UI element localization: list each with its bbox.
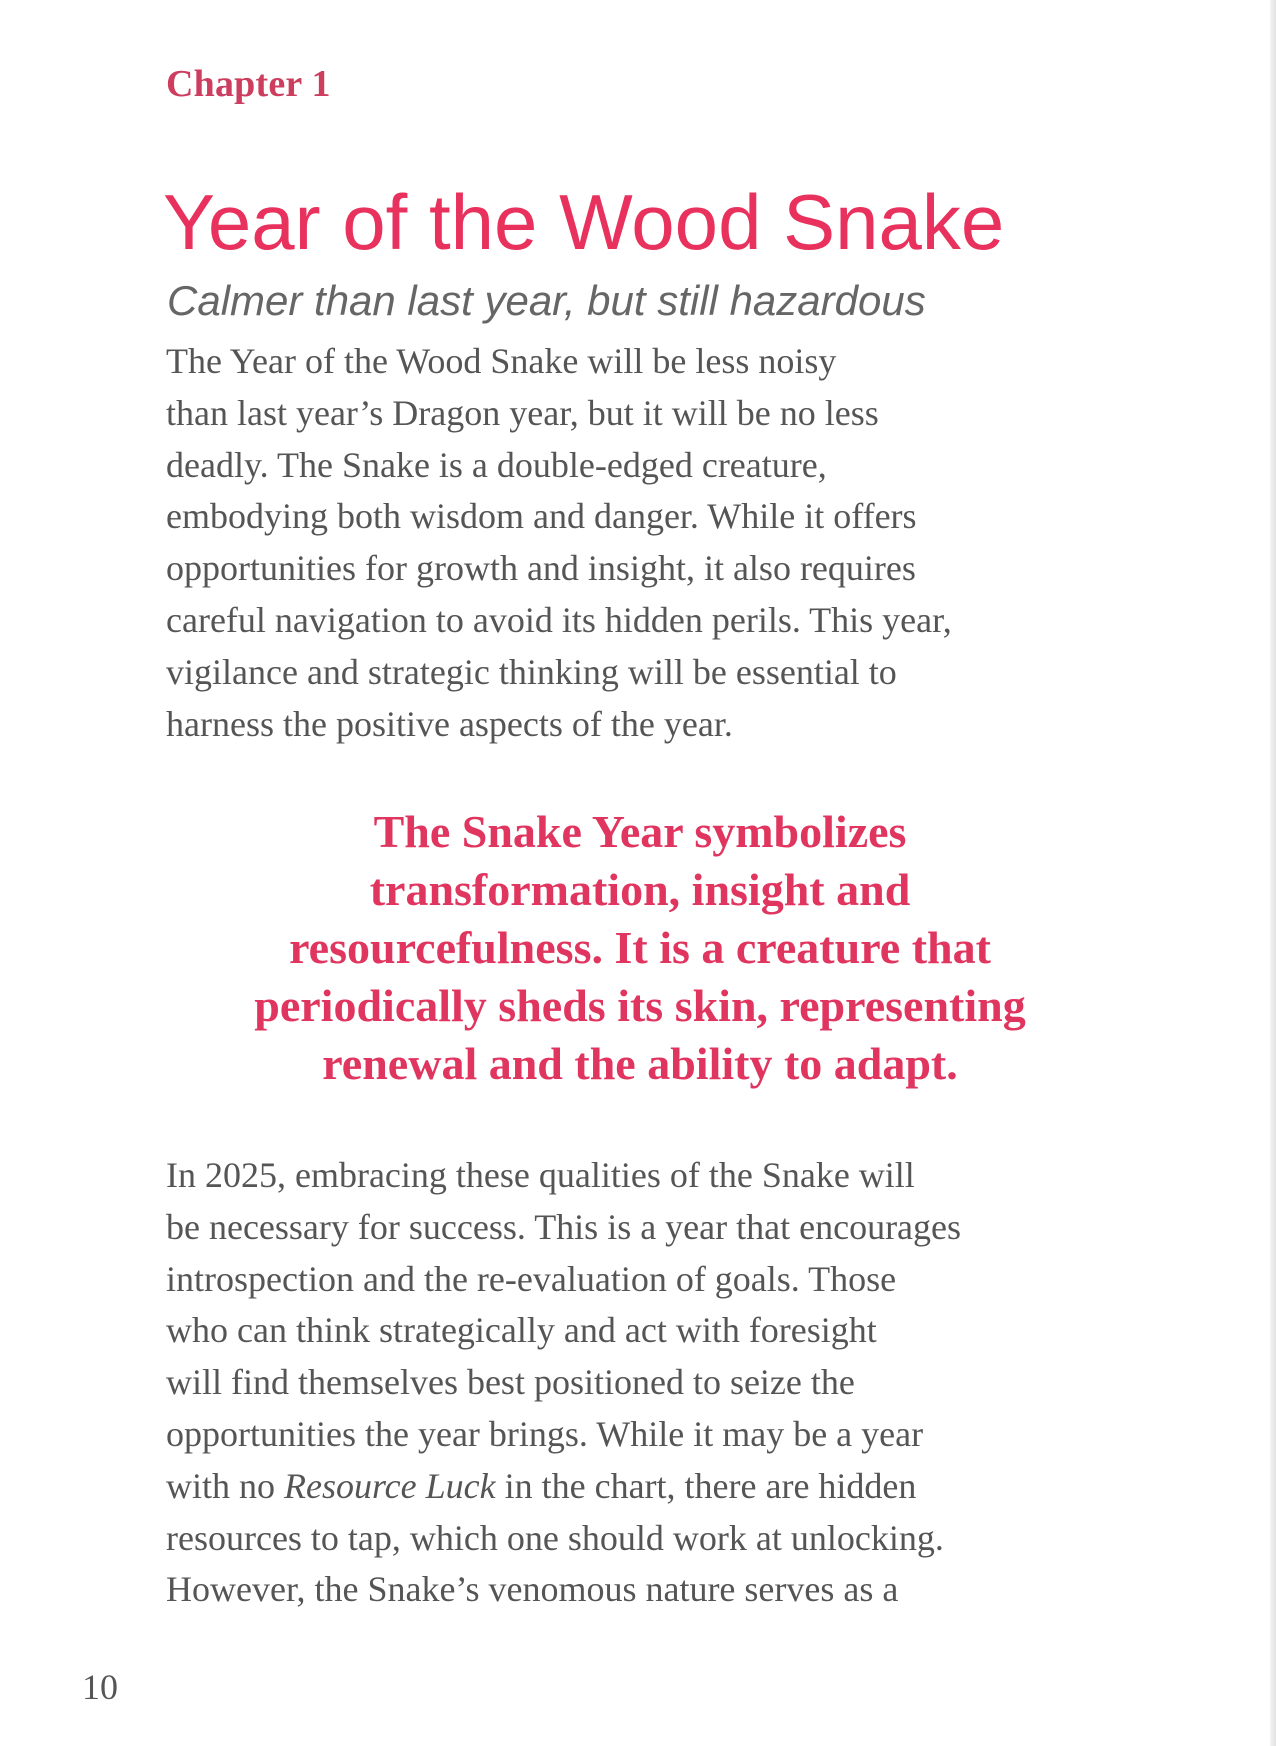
- page-edge: [1270, 0, 1276, 1746]
- pull-quote: [150, 803, 1130, 1093]
- pull-quote-line: periodically sheds its skin, representing: [254, 980, 1026, 1031]
- paragraph-line: resources to tap, which one should work at unlocking.: [166, 1517, 944, 1558]
- subtitle: Calmer than last year, but still hazardous: [167, 277, 926, 324]
- paragraph-line: careful navigation to avoid its hidden perils. This year,: [166, 599, 952, 640]
- body-paragraph: [166, 1150, 1106, 1616]
- paragraph-line: introspection and the re-evaluation of goals. Those: [166, 1258, 897, 1299]
- paragraph-line: [166, 1461, 1106, 1513]
- paragraph-line: embodying both wisdom and danger. While it offers: [166, 496, 917, 537]
- pull-quote-line: resourcefulness. It is a creature that: [289, 922, 991, 973]
- paragraph-line: vigilance and strategic thinking will be essential to: [166, 651, 897, 692]
- paragraph-line: In 2025, embracing these qualities of the Snake will: [166, 1155, 915, 1195]
- pull-quote-line: The Snake Year symbolizes: [373, 806, 907, 857]
- pull-quote-line: transformation, insight and: [369, 864, 911, 915]
- paragraph-line: opportunities for growth and insight, it also requires: [166, 548, 916, 589]
- paragraph-line: be necessary for success. This is a year that encourages: [166, 1206, 962, 1247]
- intro-paragraph: [166, 336, 1106, 750]
- pull-quote-line: renewal and the ability to adapt.: [322, 1038, 958, 1089]
- paragraph-line: who can think strategically and act with foresight: [166, 1310, 877, 1351]
- chapter-label: Chapter 1: [166, 63, 331, 105]
- paragraph-line: harness the positive aspects of the year.: [166, 703, 733, 744]
- line-suffix: in the chart, there are hidden: [495, 1465, 917, 1506]
- paragraph-line: However, the Snake’s venomous nature serves as a: [166, 1569, 899, 1610]
- page-number: 10: [82, 1667, 118, 1707]
- line-prefix: with no: [166, 1465, 285, 1506]
- paragraph-line: The Year of the Wood Snake will be less noisy: [166, 341, 837, 381]
- paragraph-line: deadly. The Snake is a double-edged creature,: [166, 444, 827, 485]
- page-title: Year of the Wood Snake: [163, 178, 1005, 266]
- paragraph-line: will find themselves best positioned to seize the: [166, 1362, 855, 1403]
- paragraph-line: opportunities the year brings. While it may be a year: [166, 1413, 924, 1454]
- italic-term: Resource Luck: [284, 1465, 496, 1506]
- paragraph-line: than last year’s Dragon year, but it will be no less: [166, 392, 879, 433]
